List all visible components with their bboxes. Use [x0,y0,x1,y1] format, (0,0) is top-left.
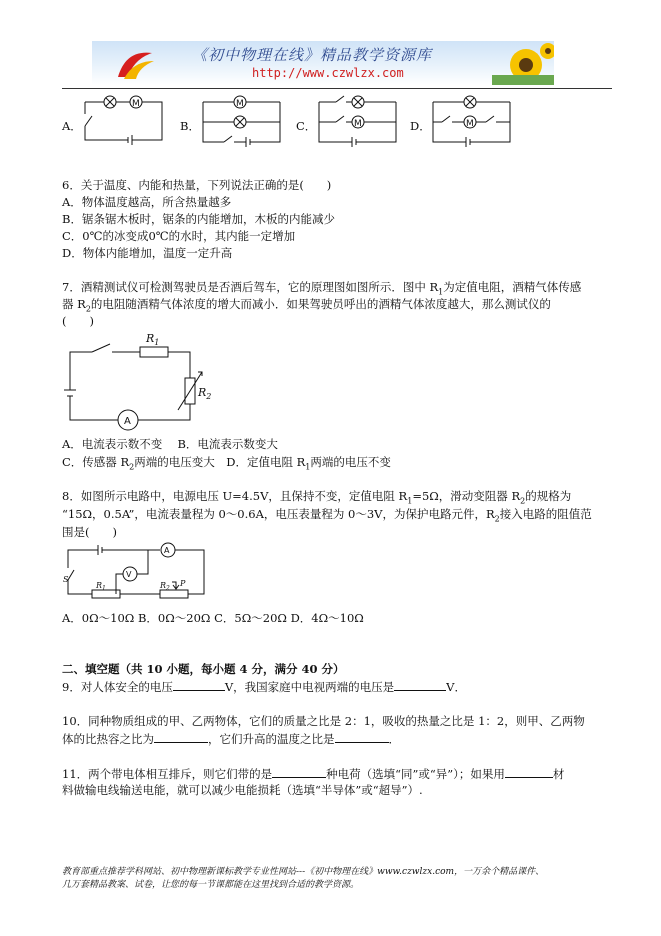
q11-blank-2[interactable] [505,766,553,778]
q10-line1: 10．同种物质组成的甲、乙两物体，它们的质量之比是 2：1，吸收的热量之比是 1：2，则甲、乙两物 [62,714,585,728]
q9: 9．对人体安全的电压 V，我国家庭中电视两端的电压是 V． [62,680,466,694]
q5-circuit-b [198,92,288,150]
q8-r1-label: $R_1$ [96,581,106,592]
q5-option-b-label: B． [180,119,200,133]
q6-option-c: C．0℃的冰变成0℃的水时，其内能一定增加 [62,229,296,243]
q7-ammeter-label: A [124,416,131,427]
q8-stem-line2: “15Ω，0.5A”，电流表量程为 0～0.6A，电压表量程为 0～3V，为保护电路元件，$R_2$接入电路的阻值范 [62,507,592,524]
q7-r1-label: $R_1$ [146,332,160,347]
section2-heading: 二、填空题（共 10 小题，每小题 4 分，满分 40 分） [62,662,345,676]
q8-stem-line3: 围是( ) [62,525,117,539]
q7-circuit-diagram [62,330,222,436]
q6-option-a: A．物体温度越高，所含热量越多 [62,195,232,209]
q8-stem-line1: 8．如图所示电路中，电源电压 U=4.5V，且保持不变，定值电阻 $R_1=5\Omega$，滑动变阻器 $R_2$的规格为 [62,489,572,506]
sunflower-image [492,41,554,85]
footer-line1: 教育部重点推荐学科网站、初中物理新课标教学专业性网站---《初中物理在线》www.czwlzx.com，一万余个精品课件、 [62,867,545,877]
q6-stem: 6．关于温度、内能和热量，下列说法正确的是( ) [62,178,332,192]
site-logo [114,47,158,81]
q10-blank-2[interactable] [335,731,389,743]
q7-stem-line1: 7．酒精测试仪可检测驾驶员是否酒后驾车，它的原理图如图所示．图中 $R_1$为定值电阻，酒精气体传感 [62,280,582,297]
q8-voltmeter-label: V [126,570,132,579]
svg-text:M: M [132,99,140,109]
q8-ammeter-label: A [164,546,170,555]
q8-circuit-diagram [62,542,212,604]
q11-line1: 11．两个带电体相互排斥，则它们带的是 种电荷（选填“同”或“异”）；如果用 材 [62,767,565,781]
q10-blank-1[interactable] [154,731,208,743]
q8-options: A．0Ω～10Ω B．0Ω～20Ω C．5Ω～20Ω D．4Ω～10Ω [62,611,364,625]
q11-blank-1[interactable] [272,766,326,778]
q5-option-d-label: D． [410,119,431,133]
q8-p-label: P [180,579,186,588]
q6-option-b: B．锯条锯木板时，锯条的内能增加，木板的内能减少 [62,212,335,226]
svg-text:M: M [236,99,244,109]
q7-r2-label: $R_2$ [198,386,212,401]
q10-line2: 体的比热容之比为 ，它们升高的温度之比是 ． [62,732,400,746]
q7-stem-line3: ( ) [62,314,94,328]
q7-options-cd: C．传感器 $R_2$两端的电压变大 D．定值电阻 $R_1$两端的电压不变 [62,455,391,472]
q5-circuit-a [80,92,170,150]
q9-blank-1[interactable] [173,679,225,691]
q5-option-c-label: C． [296,119,317,133]
q6-option-d: D．物体内能增加，温度一定升高 [62,246,233,260]
footer-line2: 几万套精品教案、试卷，让您的每一节课都能在这里找到合适的教学资源。 [62,880,360,890]
q7-stem-line2: 器 $R_2$的电阻随酒精气体浓度的增大而减小．如果驾驶员呼出的酒精气体浓度越大，那么测试仪的 [62,297,551,314]
site-title: 《初中物理在线》精品教学资源库 [192,46,433,64]
svg-text:M: M [354,119,362,129]
q5-circuit-d [428,92,518,150]
q7-options-ab: A．电流表示数不变 B．电流表示数变大 [62,437,278,451]
site-url: http://www.czwlzx.com [252,66,404,80]
q8-switch-label: S [63,575,69,584]
q5-option-a-label: A． [62,119,82,133]
svg-text:M: M [466,119,474,129]
q9-blank-2[interactable] [394,679,446,691]
q11-line2: 料做输电线输送电能，就可以减少电能损耗（选填“半导体”或“超导”）. [62,783,423,797]
header-banner [92,41,554,85]
header-rule [62,88,612,89]
q5-circuit-c [314,92,404,150]
q8-r2-label: $R_2$ [160,581,170,592]
